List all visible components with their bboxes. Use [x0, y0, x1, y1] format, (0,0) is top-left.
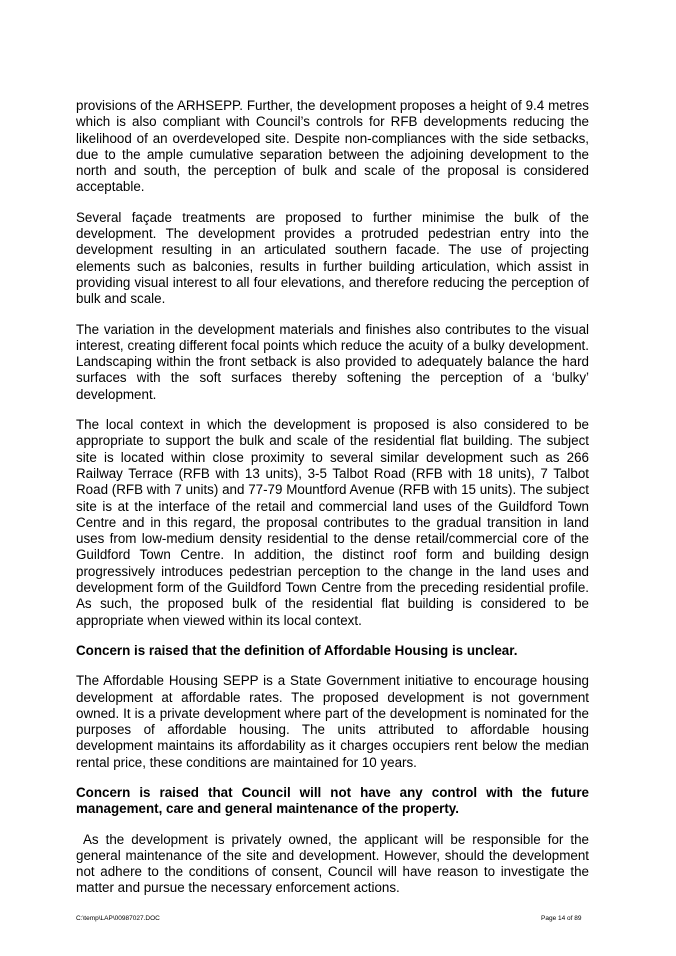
- footer-page-number: Page 14 of 89: [541, 915, 582, 922]
- document-body: [76, 98, 589, 911]
- paragraph-affordable-housing-sepp: The Affordable Housing SEPP is a State Government initiative to encourage housing development at affordable rates. The proposed development is not government owned. It is a private development where part of the development is nominated for the purposes of affordable housing. The units attributed to affordable housing development maintains its affordability as it charges occupiers rent below the median rental price, these conditions are maintained for 10 years.: [76, 673, 589, 770]
- paragraph-height-setbacks: provisions of the ARHSEPP. Further, the development proposes a height of 9.4 metres which is also compliant with Council’s controls for RFB developments reducing the likelihood of an overdeveloped site. Despite non-compliances with the side setbacks, due to the ample cumulative separation between the adjoining development to the north and south, the perception of bulk and scale of the proposal is considered acceptable.: [76, 98, 589, 195]
- heading-council-control-concern: Concern is raised that Council will not have any control with the future management, care and general maintenance of the property.: [76, 784, 589, 817]
- paragraph-materials-finishes: The variation in the development materials and finishes also contributes to the visual interest, creating different focal points which reduce the acuity of a bulky development. Landscaping within the front setback is also provided to adequately balance the hard surfaces with the soft surfaces thereby softening the perception of a ‘bulky’ development.: [76, 321, 589, 402]
- footer-file-path: C:\temp\LAP\00987027.DOC: [76, 915, 160, 922]
- leading-space: [76, 832, 83, 847]
- paragraph-private-ownership-text: As the development is privately owned, the applicant will be responsible for the general maintenance of the site and development. However, should the development not adhere to the conditions of consent, Council will have reason to investigate the matter and pursue the necessary enforcement actions.: [76, 831, 589, 896]
- heading-affordable-housing-concern: Concern is raised that the definition of Affordable Housing is unclear.: [76, 642, 518, 658]
- paragraph-facade-treatments: Several façade treatments are proposed to further minimise the bulk of the development. The development provides a protruded pedestrian entry into the development resulting in an articulated southern facade. The use of projecting elements such as balconies, results in further building articulation, which assist in providing visual interest to all four elevations, and therefore reducing the perception of bulk and scale.: [76, 209, 589, 307]
- paragraph-private-ownership: [76, 832, 589, 897]
- paragraph-local-context: The local context in which the development is proposed is also considered to be appropriate to support the bulk and scale of the residential flat building. The subject site is located within close proximity to several similar development such as 266 Railway Terrace (RFB with 13 units), 3-5 Talbot Road (RFB with 18 units), 7 Talbot Road (RFB with 7 units) and 77-79 Mountford Avenue (RFB with 15 units). The subject site is at the interface of the retail and commercial land uses of the Guildford Town Centre and in this regard, the proposal contributes to the gradual transition in land uses from low-medium density residential to the dense retail/commercial core of the Guildford Town Centre. In addition, the distinct roof form and building design progressively introduces pedestrian perception to the change in the land uses and development form of the Guildford Town Centre from the preceding residential profile. As such, the proposed bulk of the residential flat building is considered to be appropriate when viewed within its local context.: [76, 417, 589, 628]
